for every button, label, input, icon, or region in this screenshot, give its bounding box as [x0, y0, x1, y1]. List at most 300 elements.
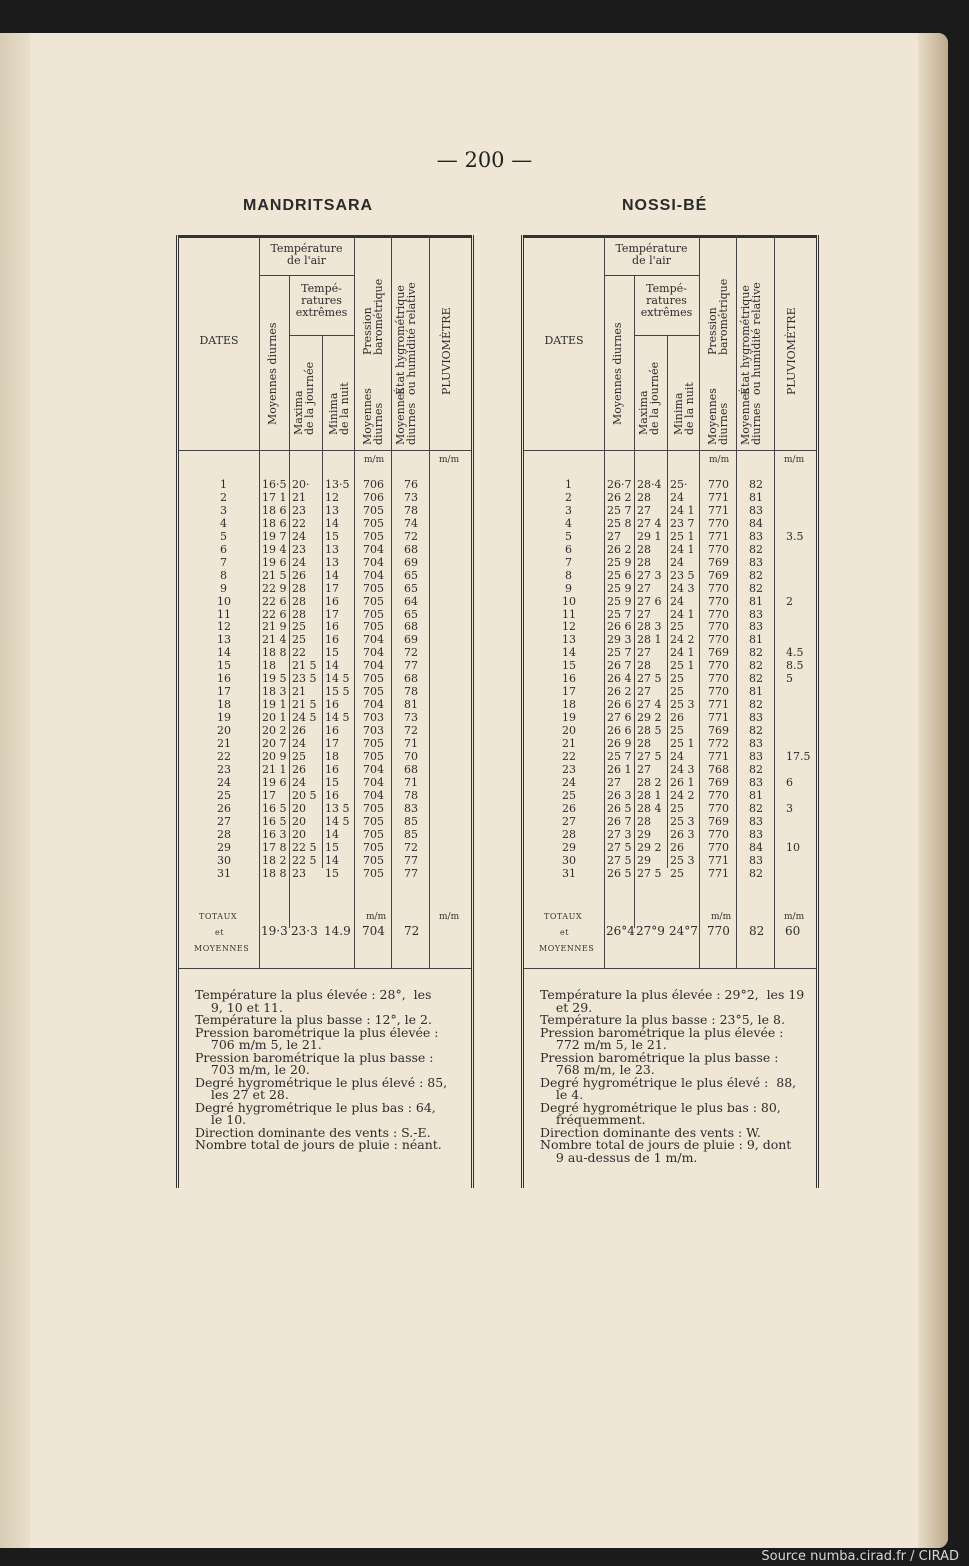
header-temperatures-extremes: Tempé- ratures extrêmes: [295, 282, 348, 319]
cell-pression: 706: [363, 490, 384, 504]
cell-etat: 83: [749, 503, 763, 517]
totaux-label: TOTAUX: [199, 912, 238, 921]
cell-moyenne: 17 8: [262, 840, 287, 854]
cell-maxima: 28: [637, 814, 651, 828]
cell-date: 9: [220, 581, 227, 595]
header-pression: Pression barométrique: [361, 278, 385, 355]
cell-minima: 24: [670, 555, 684, 569]
cell-minima: 24 3: [670, 762, 695, 776]
cell-pluvio: 3.5: [786, 529, 804, 543]
cell-pression: 770: [708, 607, 729, 621]
cell-date: 16: [562, 672, 576, 686]
cell-moyenne: 20 9: [262, 749, 287, 763]
table-row: [524, 816, 816, 828]
cell-maxima: 20·: [292, 478, 310, 491]
cell-moyenne: 26 5: [607, 866, 632, 880]
table-row: [179, 660, 471, 672]
cell-pression: 705: [363, 749, 384, 763]
cell-moyenne: 20 1: [262, 711, 287, 725]
cell-pression: 704: [363, 646, 384, 660]
table-row: [179, 479, 471, 491]
cell-minima: 23 5: [670, 568, 695, 582]
cell-moyenne: 16 5: [262, 801, 287, 815]
cell-pression: 704: [363, 555, 384, 569]
cell-moyenne: 17 1: [262, 490, 287, 504]
summary-note: Température la plus basse : 12°, le 2.: [195, 1012, 432, 1027]
cell-moyenne: 18 6: [262, 516, 287, 530]
cell-minima: 24: [670, 749, 684, 763]
table-row: [524, 634, 816, 646]
cell-pression: 771: [708, 853, 729, 867]
cell-pression: 769: [708, 646, 729, 660]
cell-maxima: 24: [292, 529, 306, 543]
header-temperature-air: Température de l'air: [615, 242, 688, 267]
cell-pression: 769: [708, 724, 729, 738]
summary-note: 9 au-dessus de 1 m/m.: [540, 1149, 698, 1165]
cell-etat: 77: [404, 853, 418, 867]
cell-maxima: 28: [637, 555, 651, 569]
table-row: [524, 557, 816, 569]
totaux-et: et: [560, 928, 569, 937]
summary-note: et 29.: [540, 999, 593, 1015]
table-row: [524, 673, 816, 685]
cell-maxima: 28: [292, 594, 306, 608]
cell-minima: 25 1: [670, 659, 695, 673]
cell-maxima: 28 1: [637, 788, 662, 802]
header-moyennes-diurnes: Moyennes diurnes: [266, 322, 279, 425]
cell-maxima: 20 5: [292, 788, 317, 802]
cell-pluvio: 3: [786, 801, 793, 815]
cell-date: 23: [562, 762, 576, 776]
cell-maxima: 20: [292, 814, 306, 828]
cell-moyenne: 17: [262, 788, 276, 802]
table-row: [179, 699, 471, 711]
cell-etat: 72: [404, 646, 418, 660]
table-top-rule: [179, 235, 471, 238]
row-rule: [634, 335, 699, 336]
cell-date: 8: [220, 568, 227, 582]
cell-date: 13: [562, 633, 576, 647]
station-title-nossi-be: NOSSI-BÉ: [622, 197, 708, 214]
table-row: [524, 531, 816, 543]
summary-note: Direction dominante des vents : W.: [540, 1124, 761, 1140]
cell-pression: 771: [708, 529, 729, 543]
cell-moyenne: 26 4: [607, 672, 632, 686]
cell-moyenne: 19 6: [262, 775, 287, 789]
cell-date: 29: [217, 840, 231, 854]
cell-etat: 83: [749, 711, 763, 725]
summary-note: Degré hygrométrique le plus élevé : 88,: [540, 1074, 797, 1090]
cell-moyenne: 26 5: [607, 801, 632, 815]
total-minima: 14.9: [324, 924, 351, 938]
summary-note: 703 m/m, le 20.: [195, 1062, 310, 1077]
cell-date: 5: [565, 529, 572, 543]
cell-date: 29: [562, 840, 576, 854]
cell-pression: 704: [363, 698, 384, 712]
cell-pression: 769: [708, 814, 729, 828]
cell-pression: 770: [708, 516, 729, 530]
cell-pression: 770: [708, 581, 729, 595]
table-row: [179, 673, 471, 685]
cell-minima: 17: [325, 581, 339, 595]
summary-note: le 4.: [540, 1087, 584, 1102]
cell-etat: 82: [749, 866, 763, 880]
summary-note: 9, 10 et 11.: [195, 999, 283, 1015]
cell-moyenne: 25 9: [607, 594, 632, 608]
cell-date: 31: [217, 866, 231, 880]
cell-date: 27: [217, 814, 231, 828]
cell-maxima: 21 5: [292, 659, 317, 673]
table-row: [179, 505, 471, 517]
table-row: [179, 803, 471, 815]
cell-pluvio: 4.5: [786, 646, 804, 660]
cell-moyenne: 19 1: [262, 698, 287, 712]
cell-minima: 13: [325, 503, 339, 517]
cell-moyenne: 25 7: [607, 646, 632, 660]
header-pression-moyennes: Moyennes diurnes: [361, 388, 385, 445]
summary-note: Pression barométrique la plus basse :: [540, 1049, 779, 1065]
totaux-moyennes: MOYENNES: [194, 944, 250, 953]
table-row: [524, 751, 816, 763]
cell-etat: 82: [749, 659, 763, 673]
cell-moyenne: 21 1: [262, 762, 287, 776]
cell-etat: 83: [404, 801, 418, 815]
cell-minima: 26: [670, 840, 684, 854]
cell-minima: 25: [670, 685, 684, 699]
cell-pression: 770: [708, 620, 729, 634]
cell-maxima: 27 6: [637, 594, 662, 608]
cell-etat: 65: [404, 607, 418, 621]
cell-etat: 77: [404, 659, 418, 673]
header-etat-moyennes: Moyennes diurnes: [394, 388, 418, 445]
cell-date: 9: [565, 581, 572, 595]
cell-maxima: 23: [292, 542, 306, 556]
cell-maxima: 24: [292, 737, 306, 750]
cell-maxima: 26: [292, 568, 306, 582]
cell-moyenne: 22 9: [262, 581, 287, 595]
cell-maxima: 22: [292, 516, 306, 530]
header-temperatures-extremes: Tempé- ratures extrêmes: [640, 282, 693, 319]
table-row: [179, 855, 471, 867]
cell-maxima: 28: [292, 581, 306, 595]
row-rule: [604, 275, 699, 276]
cell-pression: 769: [708, 568, 729, 582]
cell-pression: 770: [708, 633, 729, 647]
cell-maxima: 26: [292, 762, 306, 776]
cell-pression: 771: [708, 711, 729, 725]
table-row: [524, 764, 816, 776]
row-rule: [524, 450, 816, 451]
header-pluviometre: PLUVIOMÈTRE: [785, 307, 798, 395]
summary-note: le 10.: [195, 1112, 247, 1127]
cell-moyenne: 22 6: [262, 594, 287, 608]
cell-moyenne: 20 2: [262, 724, 287, 738]
cell-minima: 25: [670, 620, 684, 634]
cell-etat: 68: [404, 542, 418, 556]
table-row: [524, 790, 816, 802]
cell-minima: 25: [670, 724, 684, 738]
cell-etat: 82: [749, 478, 763, 491]
cell-etat: 83: [749, 607, 763, 621]
cell-date: 4: [220, 516, 227, 530]
cell-moyenne: 16 5: [262, 814, 287, 828]
cell-pression: 704: [363, 542, 384, 556]
cell-maxima: 27: [637, 762, 651, 776]
cell-maxima: 27: [637, 503, 651, 517]
cell-pression: 769: [708, 555, 729, 569]
table-row: [524, 596, 816, 608]
cell-etat: 72: [404, 529, 418, 543]
table-row: [179, 751, 471, 763]
cell-pression: 772: [708, 737, 729, 750]
cell-minima: 15: [325, 840, 339, 854]
cell-moyenne: 18: [262, 659, 276, 673]
cell-minima: 13·5: [325, 478, 350, 491]
cell-etat: 81: [749, 788, 763, 802]
cell-etat: 84: [749, 840, 763, 854]
cell-moyenne: 21 4: [262, 633, 287, 647]
table-row: [179, 777, 471, 789]
cell-etat: 65: [404, 568, 418, 582]
cell-etat: 78: [404, 503, 418, 517]
total-maxima: 27°9: [636, 924, 665, 938]
cell-maxima: 28: [292, 607, 306, 621]
cell-pression: 705: [363, 853, 384, 867]
table-row: [524, 660, 816, 672]
cell-moyenne: 26 2: [607, 542, 632, 556]
cell-minima: 13: [325, 542, 339, 556]
table-row: [179, 647, 471, 659]
summary-note: Nombre total de jours de pluie : néant.: [195, 1137, 442, 1152]
cell-pression: 705: [363, 801, 384, 815]
table-row: [524, 829, 816, 841]
cell-pression: 770: [708, 801, 729, 815]
cell-pression: 770: [708, 594, 729, 608]
cell-etat: 78: [404, 685, 418, 699]
cell-minima: 26 1: [670, 775, 695, 789]
cell-maxima: 20: [292, 827, 306, 841]
cell-maxima: 28 5: [637, 724, 662, 738]
cell-date: 19: [217, 711, 231, 725]
page-number: — 200 —: [436, 148, 533, 172]
cell-minima: 16: [325, 788, 339, 802]
cell-minima: 14: [325, 827, 339, 841]
cell-pluvio: 6: [786, 775, 793, 789]
summary-note: Degré hygrométrique le plus élevé : 85,: [195, 1074, 448, 1090]
cell-moyenne: 21 9: [262, 620, 287, 634]
cell-date: 20: [217, 724, 231, 738]
total-minima: 24°7: [669, 924, 698, 938]
cell-minima: 16: [325, 620, 339, 634]
cell-pluvio: 17.5: [786, 749, 811, 763]
summary-note: Température la plus élevée : 29°2, les 19: [540, 987, 805, 1002]
cell-minima: 15: [325, 775, 339, 789]
summary-note: 772 m/m 5, le 21.: [540, 1037, 667, 1052]
table-row: [524, 544, 816, 556]
cell-date: 6: [565, 542, 572, 556]
cell-minima: 14: [325, 853, 339, 867]
summary-note: Température la plus basse : 23°5, le 8.: [540, 1012, 785, 1027]
cell-moyenne: 26 2: [607, 490, 632, 504]
cell-maxima: 25: [292, 620, 306, 634]
header-etat-hygrometrique: État hygrométrique ou humidité relative: [739, 282, 763, 395]
header-dates: DATES: [544, 334, 584, 347]
cell-minima: 14: [325, 659, 339, 673]
table-row: [524, 738, 816, 750]
cell-etat: 70: [404, 749, 418, 763]
header-etat-hygrometrique: État hygrométrique ou humidité relative: [394, 282, 418, 395]
cell-pression: 705: [363, 581, 384, 595]
cell-date: 26: [217, 801, 231, 815]
cell-minima: 24 1: [670, 503, 695, 517]
cell-pression: 770: [708, 478, 729, 491]
cell-pression: 771: [708, 698, 729, 712]
total-moyenne: 19·3: [261, 924, 288, 938]
page-edge: [0, 33, 30, 1548]
cell-etat: 81: [749, 685, 763, 699]
cell-date: 18: [217, 698, 231, 712]
cell-etat: 68: [404, 672, 418, 686]
cell-date: 2: [220, 490, 227, 504]
cell-etat: 83: [749, 529, 763, 543]
total-etat: 72: [404, 924, 420, 938]
table-row: [179, 609, 471, 621]
table-row: [524, 518, 816, 530]
cell-date: 30: [217, 853, 231, 867]
cell-minima: 17: [325, 607, 339, 621]
cell-pluvio: 5: [786, 672, 793, 686]
cell-maxima: 22: [292, 646, 306, 660]
table-row: [179, 531, 471, 543]
cell-date: 5: [220, 529, 227, 543]
cell-date: 25: [217, 788, 231, 802]
cell-etat: 78: [404, 788, 418, 802]
cell-moyenne: 25 6: [607, 568, 632, 582]
cell-maxima: 21: [292, 490, 306, 504]
unit-pression: m/m: [364, 455, 385, 465]
table-row: [179, 583, 471, 595]
cell-etat: 83: [749, 555, 763, 569]
summary-note: Degré hygrométrique le plus bas : 64,: [195, 1099, 436, 1115]
cell-pression: 705: [363, 594, 384, 608]
cell-minima: 24: [670, 490, 684, 504]
cell-moyenne: 16 3: [262, 827, 287, 841]
cell-minima: 24 2: [670, 788, 695, 802]
cell-etat: 73: [404, 490, 418, 504]
row-rule: [524, 968, 816, 969]
cell-moyenne: 27: [607, 529, 621, 543]
cell-pression: 705: [363, 814, 384, 828]
cell-maxima: 20: [292, 801, 306, 815]
cell-maxima: 28·4: [637, 478, 662, 491]
cell-date: 21: [217, 737, 231, 750]
cell-pluvio: 2: [786, 594, 793, 608]
table-row: [524, 842, 816, 854]
table-row: [524, 570, 816, 582]
cell-maxima: 29 2: [637, 840, 662, 854]
cell-pression: 704: [363, 762, 384, 776]
cell-maxima: 28: [637, 542, 651, 556]
summary-note: 768 m/m, le 23.: [540, 1062, 655, 1077]
cell-pression: 771: [708, 490, 729, 504]
cell-date: 11: [217, 607, 231, 621]
cell-maxima: 26: [292, 724, 306, 738]
cell-pression: 705: [363, 620, 384, 634]
cell-moyenne: 26 6: [607, 698, 632, 712]
table-row: [524, 621, 816, 633]
cell-minima: 14: [325, 568, 339, 582]
cell-etat: 68: [404, 762, 418, 776]
cell-date: 23: [217, 762, 231, 776]
cell-maxima: 24 5: [292, 711, 317, 725]
cell-date: 19: [562, 711, 576, 725]
cell-pression: 770: [708, 827, 729, 841]
cell-minima: 25·: [670, 478, 688, 491]
cell-moyenne: 29 3: [607, 633, 632, 647]
cell-etat: 69: [404, 555, 418, 569]
cell-pression: 703: [363, 711, 384, 725]
cell-minima: 24 1: [670, 607, 695, 621]
cell-date: 17: [562, 685, 576, 699]
table-row: [524, 686, 816, 698]
table-row: [179, 764, 471, 776]
cell-moyenne: 18 3: [262, 685, 287, 699]
cell-date: 22: [217, 749, 231, 763]
cell-pression: 705: [363, 529, 384, 543]
cell-etat: 83: [749, 749, 763, 763]
cell-minima: 16: [325, 762, 339, 776]
summary-note: Direction dominante des vents : S.-E.: [195, 1124, 431, 1140]
cell-date: 3: [565, 503, 572, 517]
cell-maxima: 29: [637, 827, 651, 841]
cell-etat: 83: [749, 827, 763, 841]
table-row: [179, 868, 471, 880]
cell-etat: 65: [404, 581, 418, 595]
cell-pression: 706: [363, 478, 384, 491]
cell-pression: 771: [708, 866, 729, 880]
table-row: [179, 712, 471, 724]
cell-date: 4: [565, 516, 572, 530]
cell-maxima: 25: [292, 633, 306, 647]
cell-minima: 24 2: [670, 633, 695, 647]
cell-moyenne: 27: [607, 775, 621, 789]
table-row: [179, 816, 471, 828]
table-row: [179, 842, 471, 854]
cell-maxima: 27 3: [637, 568, 662, 582]
total-pression: 704: [362, 924, 385, 938]
cell-date: 6: [220, 542, 227, 556]
cell-date: 15: [217, 659, 231, 673]
total-pluvio: 60: [785, 924, 801, 938]
header-minima: Minima de la nuit: [327, 382, 351, 435]
cell-pression: 705: [363, 607, 384, 621]
cell-moyenne: 25 7: [607, 503, 632, 517]
cell-etat: 82: [749, 801, 763, 815]
cell-minima: 16: [325, 594, 339, 608]
cell-etat: 84: [749, 516, 763, 530]
cell-moyenne: 19 7: [262, 529, 287, 543]
cell-maxima: 27: [637, 581, 651, 595]
cell-moyenne: 26 1: [607, 762, 632, 776]
totaux-et: et: [215, 928, 224, 937]
total-moyenne: 26°4: [606, 924, 635, 938]
cell-pression: 704: [363, 775, 384, 789]
cell-minima: 13: [325, 555, 339, 569]
cell-maxima: 29 2: [637, 711, 662, 725]
cell-moyenne: 26 7: [607, 814, 632, 828]
cell-pression: 771: [708, 749, 729, 763]
cell-moyenne: 27 5: [607, 840, 632, 854]
